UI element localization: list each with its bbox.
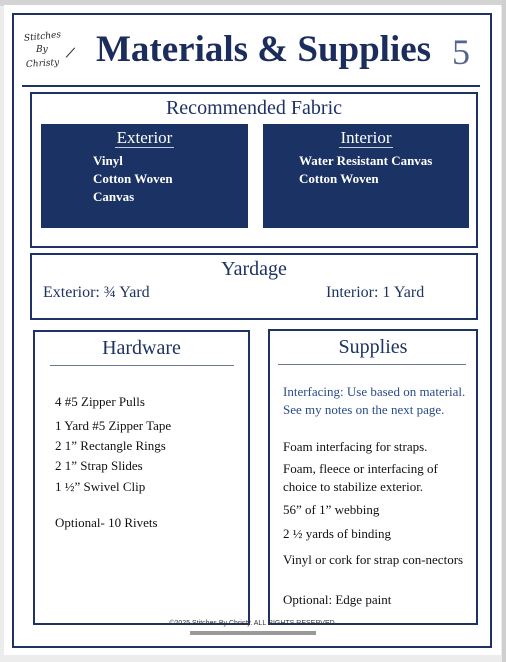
yardage-section-title: Yardage	[221, 258, 287, 280]
supply-item: 2 ½ yards of binding	[283, 526, 391, 541]
interior-fabric-panel	[263, 124, 469, 228]
document-page	[4, 5, 501, 655]
interior-panel-title-wrap	[263, 129, 469, 147]
hardware-item-optional: Optional- 10 Rivets	[55, 515, 158, 530]
logo-flourish: /	[66, 44, 75, 62]
hardware-item: 2 1” Rectangle Rings	[55, 438, 166, 453]
interfacing-note: Interfacing: Use based on material. See my notes on the next page.	[283, 384, 466, 417]
hardware-item: 1 Yard #5 Zipper Tape	[55, 418, 172, 433]
supply-item: Foam, fleece or interfacing of choice to stabilize exterior.	[283, 461, 438, 494]
supplies-section-title: Supplies	[338, 336, 408, 358]
fabric-section-title: Recommended Fabric	[165, 97, 343, 119]
exterior-fabric-panel	[41, 124, 248, 228]
logo-line-1: Stitches	[23, 30, 62, 44]
hardware-item: 2 1” Strap Slides	[55, 458, 143, 473]
list-item: Canvas	[93, 189, 135, 204]
title-divider	[22, 85, 480, 87]
horizontal-scrollbar[interactable]	[190, 631, 316, 635]
yardage-section	[30, 253, 478, 320]
exterior-yardage: Exterior: ¾ Yard	[43, 284, 150, 301]
list-item: Vinyl	[93, 153, 123, 168]
exterior-panel-title: Exterior	[116, 128, 173, 147]
page-number: 5	[452, 32, 470, 72]
supplies-section	[268, 329, 478, 625]
hardware-title-rule	[50, 365, 234, 366]
copyright-notice: ©2025 Stitches By Christy. ALL RIGHTS RESERVED.	[169, 620, 337, 627]
interior-fabric-list	[299, 152, 432, 188]
supply-item: Foam interfacing for straps.	[283, 439, 428, 454]
supply-item: Vinyl or cork for strap con-nectors	[283, 552, 464, 567]
hardware-item: 4 #5 Zipper Pulls	[55, 394, 145, 409]
supply-item: Optional: Edge paint	[283, 592, 392, 607]
hardware-item: 1 ½” Swivel Clip	[55, 479, 146, 494]
hardware-section-title: Hardware	[102, 337, 181, 359]
list-item: Cotton Woven	[299, 171, 379, 186]
hardware-section	[33, 330, 250, 625]
supplies-title-rule	[278, 364, 466, 365]
list-item: Water Resistant Canvas	[299, 153, 433, 168]
list-item: Cotton Woven	[93, 171, 173, 186]
recommended-fabric-section	[30, 92, 478, 248]
window-right-strip	[502, 0, 506, 662]
exterior-panel-title-wrap	[41, 129, 248, 147]
supply-item: 56” of 1” webbing	[283, 502, 380, 517]
logo-line-3: Christy	[25, 57, 60, 71]
interior-panel-title: Interior	[340, 128, 392, 147]
page-title: Materials & Supplies	[96, 29, 432, 70]
brand-logo	[22, 27, 82, 83]
interior-yardage: Interior: 1 Yard	[326, 284, 425, 301]
exterior-fabric-list	[93, 152, 173, 206]
logo-line-2: By	[36, 45, 48, 55]
